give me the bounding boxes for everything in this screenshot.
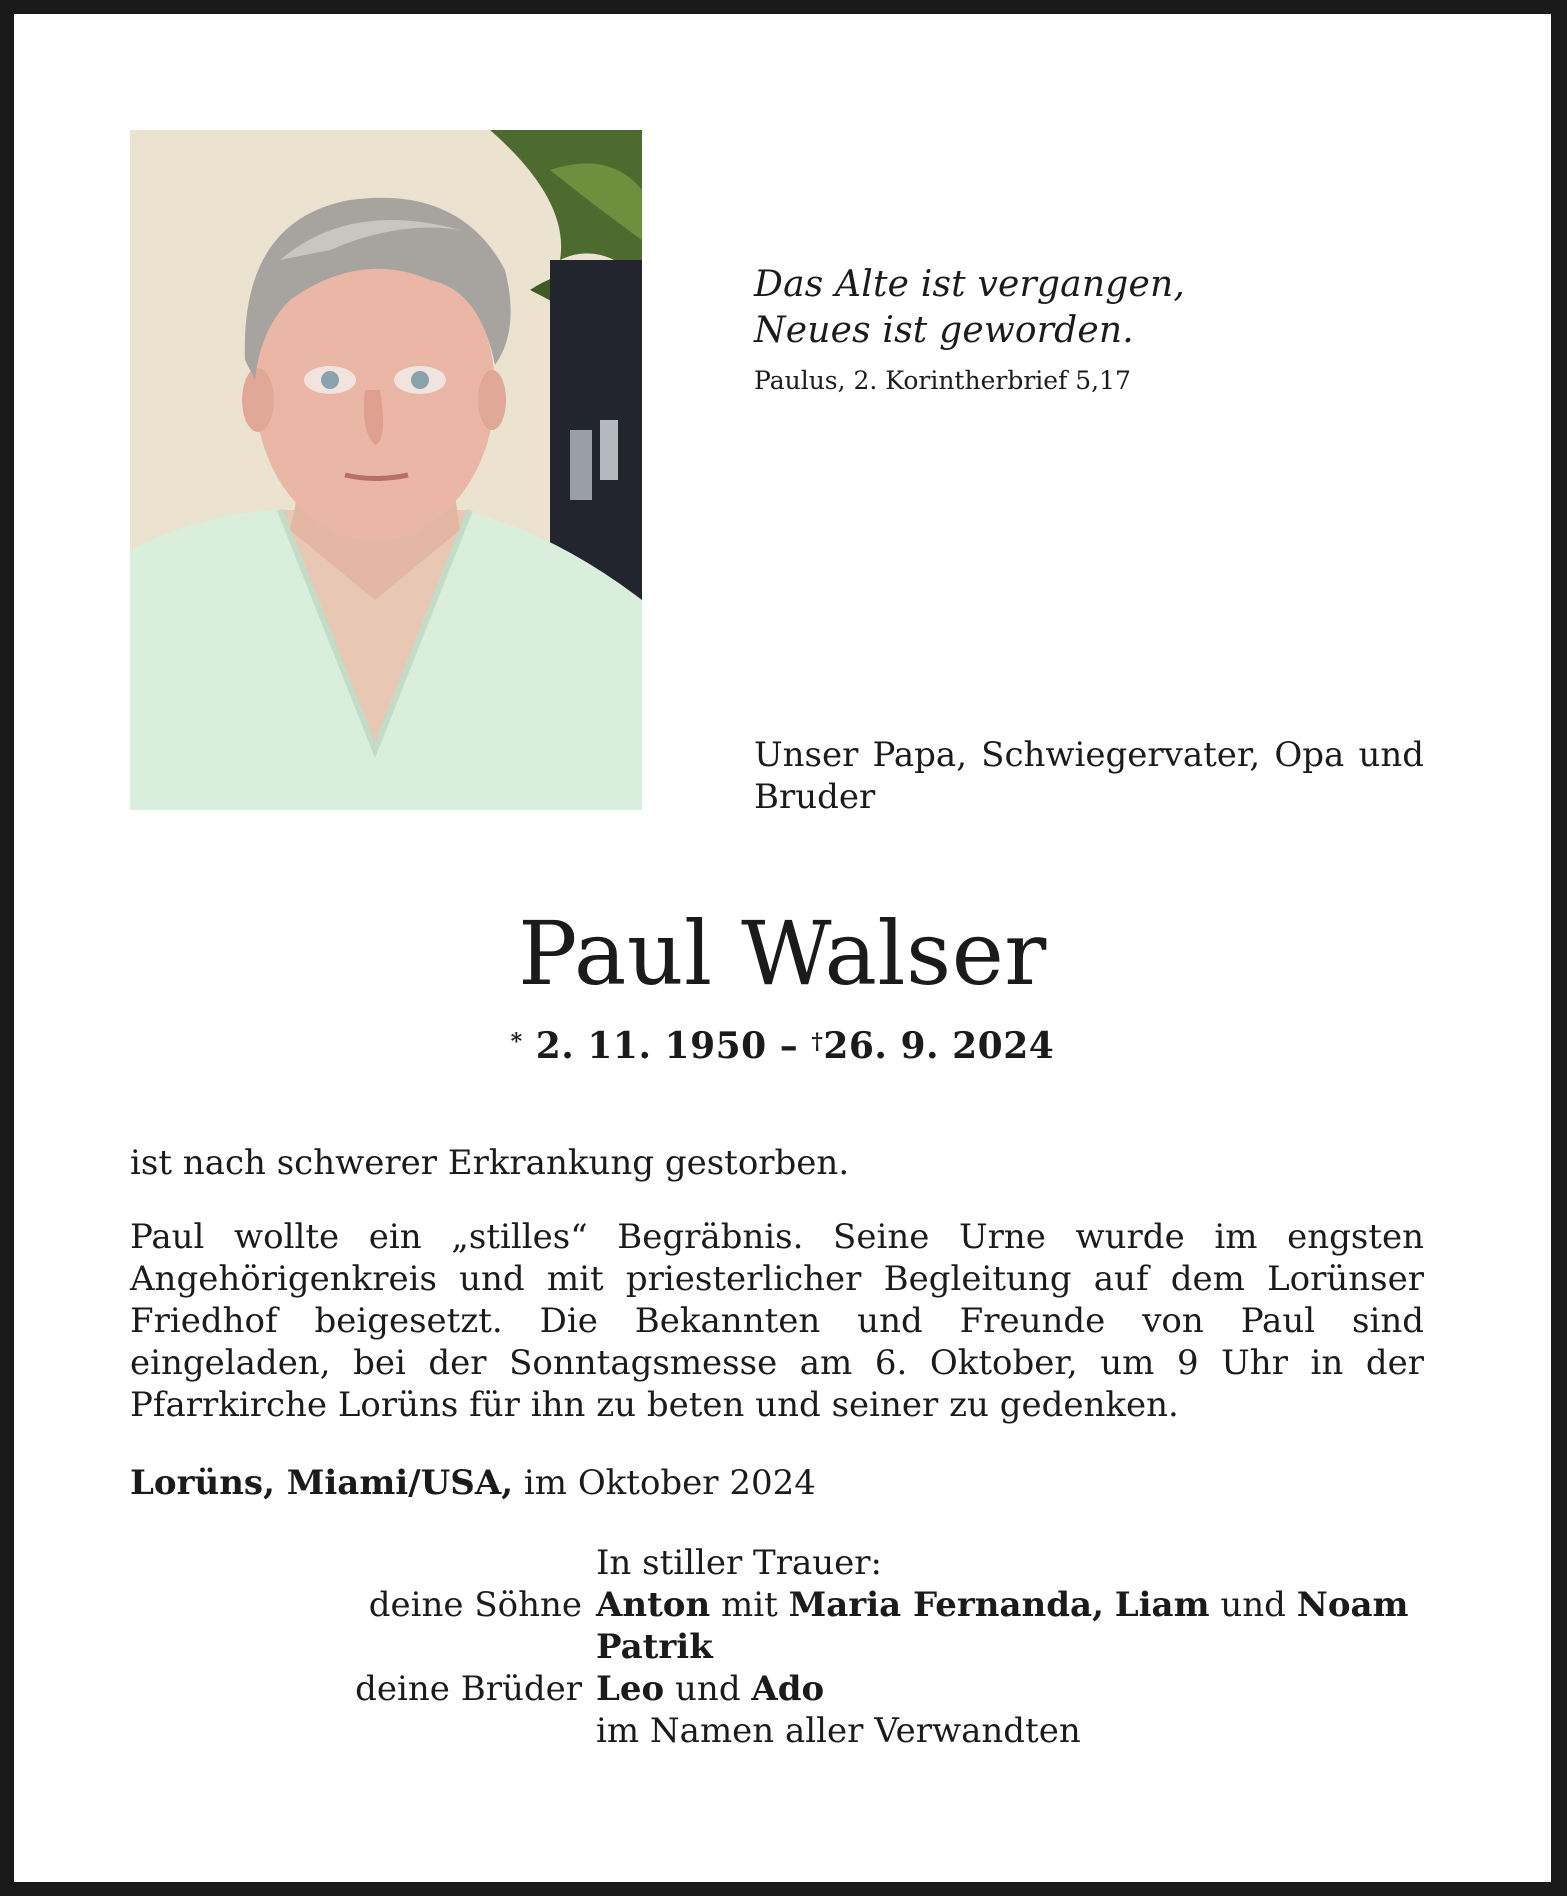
place-date-line xyxy=(130,1462,1424,1504)
mourners-sons-row xyxy=(130,1584,1430,1626)
bible-quote xyxy=(754,262,1314,395)
quote-line-2: Neues ist geworden. xyxy=(754,310,1134,351)
grandchild-2: Noam xyxy=(1296,1585,1409,1625)
place-date: im Oktober 2024 xyxy=(523,1463,816,1503)
brother-2: Ado xyxy=(751,1669,825,1709)
date-separator: – xyxy=(779,1025,799,1067)
partner-name: Maria Fernanda, xyxy=(788,1585,1104,1625)
son-2: Patrik xyxy=(596,1627,713,1667)
mourners-brothers-row xyxy=(130,1668,1430,1710)
brothers-label: deine Brüder xyxy=(355,1669,582,1709)
mourners-son2-row xyxy=(130,1626,1430,1668)
death-date: 26. 9. 2024 xyxy=(823,1025,1055,1067)
birth-date: 2. 11. 1950 xyxy=(535,1025,767,1067)
word-with: mit xyxy=(721,1585,778,1625)
deceased-name: Paul Walser xyxy=(518,902,1047,1005)
obituary-page xyxy=(14,14,1551,1882)
death-symbol: † xyxy=(811,1029,824,1055)
grandchild-1: Liam xyxy=(1114,1585,1210,1625)
body-text: Paul wollte ein „stilles“ Begräbnis. Seine Urne wurde im engsten Angehörigenkreis und mit priesterlicher Begleitung auf dem Lorünser Friedhof beigesetzt. Die Bekannten und Freunde von Paul sind eingeladen, bei der Sonntagsmesse am 6. Oktober, um 9 Uhr in der Pfarrkirche Lorüns für ihn zu beten und seiner zu gedenken. xyxy=(130,1217,1424,1425)
mourners-closing-row xyxy=(130,1710,1430,1752)
brother-1: Leo xyxy=(596,1669,665,1709)
life-dates xyxy=(14,1024,1551,1068)
portrait-illustration xyxy=(130,130,642,810)
portrait-photo xyxy=(130,130,642,810)
word-and: und xyxy=(1220,1585,1286,1625)
brothers-names xyxy=(596,1668,1430,1710)
son-1: Anton xyxy=(596,1585,711,1625)
birth-symbol: * xyxy=(510,1029,523,1055)
quote-line-1: Das Alte ist vergangen, xyxy=(754,264,1185,305)
relation-text: Unser Papa, Schwiegervater, Opa und Bruder xyxy=(754,735,1424,817)
intro-text: ist nach schwerer Erkrankung gestorben. xyxy=(130,1143,850,1183)
mourners-heading: In stiller Trauer: xyxy=(596,1543,882,1583)
mourners-heading-row xyxy=(130,1542,1430,1584)
mourners-block xyxy=(130,1542,1430,1752)
place-names: Lorüns, Miami/USA, xyxy=(130,1463,514,1503)
quote-source: Paulus, 2. Korintherbrief 5,17 xyxy=(754,366,1131,395)
sons-label: deine Söhne xyxy=(368,1585,582,1625)
sons-names xyxy=(596,1584,1430,1626)
mourners-closing: im Namen aller Verwandten xyxy=(596,1711,1081,1751)
word-and-2: und xyxy=(675,1669,741,1709)
